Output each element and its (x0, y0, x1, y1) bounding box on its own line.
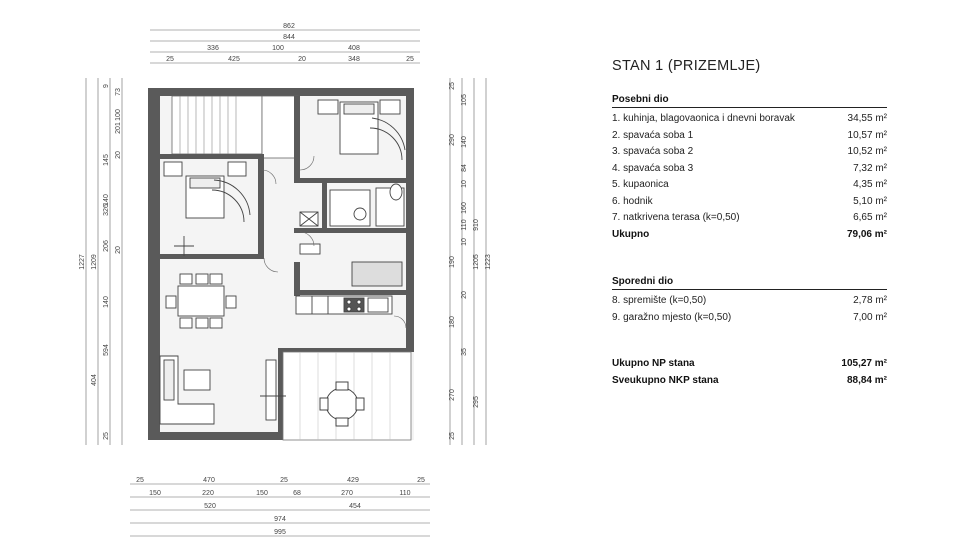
dim-left-20a: 20 (115, 151, 122, 159)
area-value: 7,00 m² (853, 311, 887, 323)
left-dimension-labels (79, 84, 122, 440)
area-label: 1. kuhinja, blagovaonica i dnevni boravak (612, 113, 795, 124)
dim-right-1223: 1223 (485, 254, 492, 270)
total-label: Ukupno (612, 228, 650, 240)
dim-bot-995: 995 (274, 529, 286, 536)
dim-top-20: 20 (298, 56, 306, 63)
dim-bot-429: 429 (347, 477, 359, 484)
dim-bot-25c: 25 (417, 477, 425, 484)
dim-left-1209: 1209 (91, 254, 98, 270)
area-row (612, 293, 887, 310)
dim-right-105: 105 (461, 94, 468, 106)
dim-right-140: 140 (461, 136, 468, 148)
area-value: 7,32 m² (853, 162, 887, 174)
dim-right-25b: 25 (449, 432, 456, 440)
top-dimension-labels (166, 23, 414, 63)
dim-top-844: 844 (283, 34, 295, 41)
dim-right-270: 270 (449, 389, 456, 401)
dim-left-326: 326 (103, 204, 110, 216)
dim-right-84: 84 (461, 164, 468, 172)
dim-left-201: 201 (115, 122, 122, 134)
posebni-heading: Posebni dio (612, 94, 887, 108)
dim-bot-520: 520 (204, 503, 216, 510)
area-label: 5. kupaonica (612, 179, 669, 190)
dim-right-20: 20 (461, 291, 468, 299)
area-label: 4. spavaća soba 3 (612, 162, 694, 174)
dim-left-25: 25 (103, 432, 110, 440)
dim-top-25a: 25 (166, 56, 174, 63)
terrace (283, 352, 411, 440)
dim-right-295: 295 (473, 396, 480, 408)
bottom-dimension-labels (136, 477, 425, 536)
dim-right-110: 110 (461, 219, 468, 231)
area-value: 4,35 m² (853, 179, 887, 190)
dim-left-20b: 20 (115, 246, 122, 254)
area-label: 7. natkrivena terasa (k=0,50) (612, 212, 740, 223)
dim-bot-270: 270 (341, 490, 353, 497)
dim-bot-110: 110 (399, 490, 411, 497)
area-label: 8. spremište (k=0,50) (612, 295, 707, 306)
dim-bot-68: 68 (293, 490, 301, 497)
area-value: 10,57 m² (847, 129, 887, 141)
dim-top-425: 425 (228, 56, 240, 63)
total-label: Sveukupno NKP stana (612, 374, 719, 386)
dim-top-348: 348 (348, 56, 360, 63)
area-label: 2. spavaća soba 1 (612, 129, 694, 141)
dim-right-290: 290 (449, 134, 456, 146)
apartment-title: STAN 1 (PRIZEMLJE) (612, 58, 761, 74)
dim-left-145: 145 (103, 154, 110, 166)
dim-left-1227: 1227 (79, 254, 86, 270)
dim-right-910: 910 (473, 219, 480, 231)
area-label: 6. hodnik (612, 195, 653, 207)
posebni-total-row (612, 227, 887, 244)
dim-top-100: 100 (272, 45, 284, 52)
dim-top-336: 336 (207, 45, 219, 52)
dim-right-180: 180 (449, 316, 456, 328)
dim-bot-470: 470 (203, 477, 215, 484)
dim-left-206: 206 (103, 240, 110, 252)
total-value: 105,27 m² (841, 358, 887, 369)
dim-bot-150b: 150 (256, 490, 268, 497)
area-label: 9. garažno mjesto (k=0,50) (612, 311, 732, 323)
area-row (612, 111, 887, 128)
dim-bot-974: 974 (274, 516, 286, 523)
sporedni-heading: Sporedni dio (612, 276, 887, 290)
area-row (612, 310, 887, 327)
dim-top-862: 862 (283, 23, 295, 30)
dim-left-73: 73 (115, 88, 122, 96)
dim-top-25b: 25 (406, 56, 414, 63)
area-row (612, 128, 887, 145)
total-np-row (612, 356, 887, 373)
area-row (612, 144, 887, 161)
dim-left-140b: 140 (103, 296, 110, 308)
dim-right-160: 160 (461, 202, 468, 214)
dim-bot-220: 220 (202, 490, 214, 497)
area-value: 5,10 m² (853, 195, 887, 207)
total-value: 79,06 m² (846, 228, 887, 240)
dim-right-35: 35 (461, 348, 468, 356)
kitchen-counter (296, 296, 392, 314)
dim-right-10a: 10 (461, 180, 468, 188)
dim-bot-454: 454 (349, 503, 361, 510)
area-table-panel (612, 58, 887, 389)
dim-left-140a: 140 (103, 194, 110, 206)
area-row (612, 210, 887, 227)
area-row (612, 177, 887, 194)
dim-bot-25a: 25 (136, 477, 144, 484)
dim-left-100: 100 (115, 109, 122, 121)
dim-right-190: 190 (449, 256, 456, 268)
area-value: 6,65 m² (853, 212, 887, 223)
area-value: 2,78 m² (853, 295, 887, 306)
dim-right-1205: 1205 (473, 254, 480, 270)
area-label: 3. spavaća soba 2 (612, 146, 694, 157)
total-label: Ukupno NP stana (612, 358, 695, 369)
dim-bot-150a: 150 (149, 490, 161, 497)
dim-right-25a: 25 (449, 82, 456, 90)
dim-top-408: 408 (348, 45, 360, 52)
dim-left-404: 404 (91, 374, 98, 386)
dim-right-10b: 10 (461, 238, 468, 246)
right-dimension-labels (449, 82, 492, 440)
area-row (612, 194, 887, 211)
dim-left-9: 9 (103, 84, 110, 88)
area-row (612, 161, 887, 178)
area-value: 34,55 m² (847, 113, 887, 124)
total-nkp-row (612, 373, 887, 390)
total-value: 88,84 m² (846, 374, 887, 386)
dim-left-594: 594 (103, 344, 110, 356)
area-value: 10,52 m² (847, 146, 887, 157)
dim-bot-25b: 25 (280, 477, 288, 484)
